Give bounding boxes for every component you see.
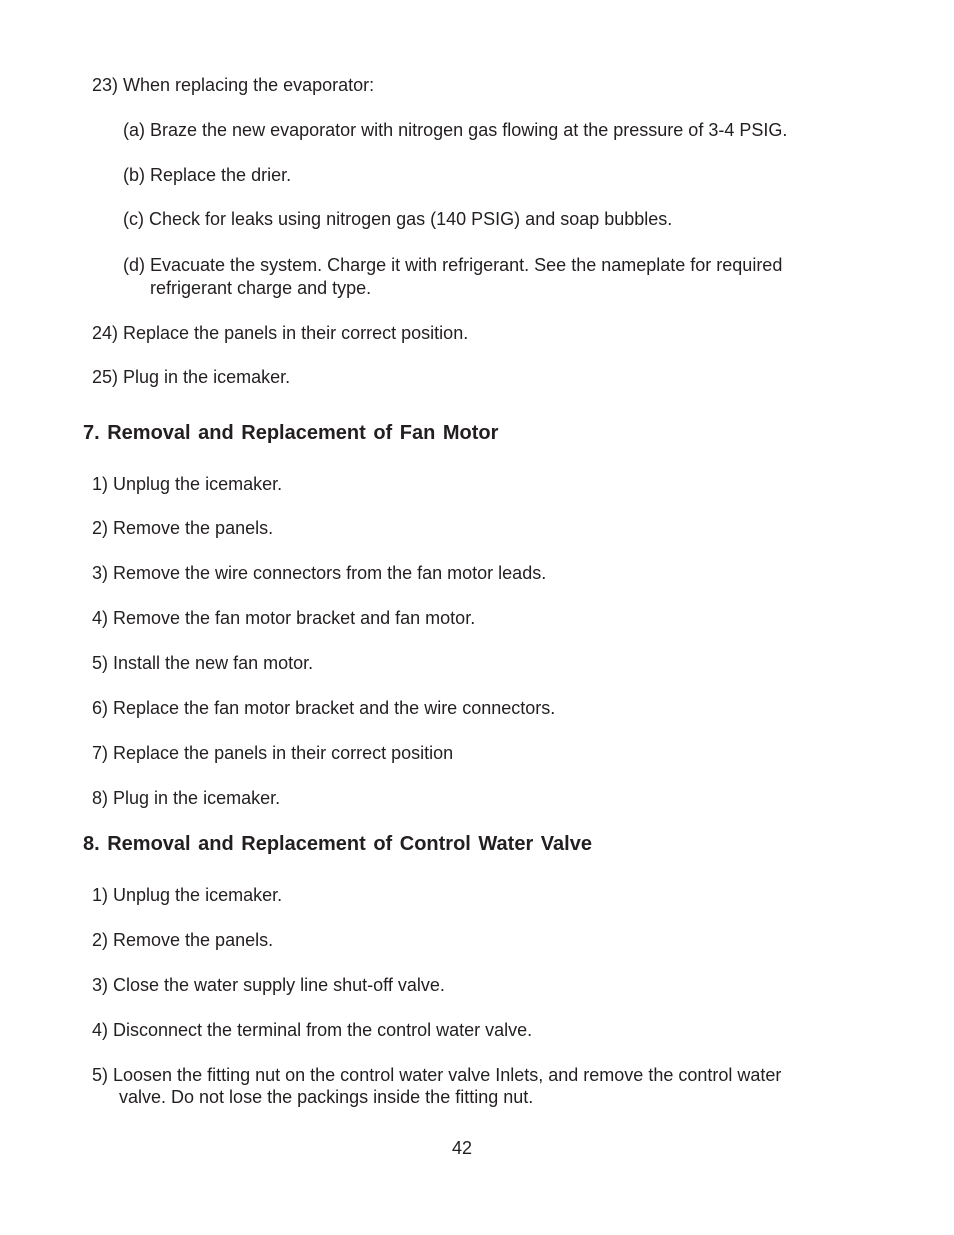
section-7-step-1: 1) Unplug the icemaker. xyxy=(92,474,283,494)
section-7-step-4: 4) Remove the fan motor bracket and fan motor. xyxy=(92,608,476,628)
section-8-step-5-line-2: valve. Do not lose the packings inside the fitting nut. xyxy=(119,1087,534,1107)
section-8-step-3: 3) Close the water supply line shut-off valve. xyxy=(92,975,445,995)
section-8-step-2: 2) Remove the panels. xyxy=(92,930,274,950)
step-23a: (a) Braze the new evaporator with nitrogen gas flowing at the pressure of 3-4 PSIG. xyxy=(123,120,788,140)
step-23b: (b) Replace the drier. xyxy=(123,165,292,185)
section-7-heading: 7. Removal and Replacement of Fan Motor xyxy=(83,422,499,444)
section-8-step-5-line-1: 5) Loosen the fitting nut on the control water valve Inlets, and remove the control water xyxy=(92,1065,782,1085)
section-8-heading: 8. Removal and Replacement of Control Water Valve xyxy=(83,833,592,855)
step-23c: (c) Check for leaks using nitrogen gas (140 PSIG) and soap bubbles. xyxy=(123,209,673,229)
step-23: 23) When replacing the evaporator: xyxy=(92,75,375,95)
section-7-step-3: 3) Remove the wire connectors from the fan motor leads. xyxy=(92,563,547,583)
section-7-step-5: 5) Install the new fan motor. xyxy=(92,653,314,673)
section-7-step-2: 2) Remove the panels. xyxy=(92,518,274,538)
step-24: 24) Replace the panels in their correct position. xyxy=(92,323,469,343)
section-7-step-7: 7) Replace the panels in their correct position xyxy=(92,743,454,763)
step-23d-line-1: (d) Evacuate the system. Charge it with refrigerant. See the nameplate for required xyxy=(123,255,783,275)
step-25: 25) Plug in the icemaker. xyxy=(92,367,291,387)
step-23d-line-2: refrigerant charge and type. xyxy=(150,278,372,298)
section-7-step-8: 8) Plug in the icemaker. xyxy=(92,788,281,808)
section-7-step-6: 6) Replace the fan motor bracket and the wire connectors. xyxy=(92,698,556,718)
section-8-step-4: 4) Disconnect the terminal from the control water valve. xyxy=(92,1020,533,1040)
page-number: 42 xyxy=(451,1138,473,1158)
section-8-step-1: 1) Unplug the icemaker. xyxy=(92,885,283,905)
